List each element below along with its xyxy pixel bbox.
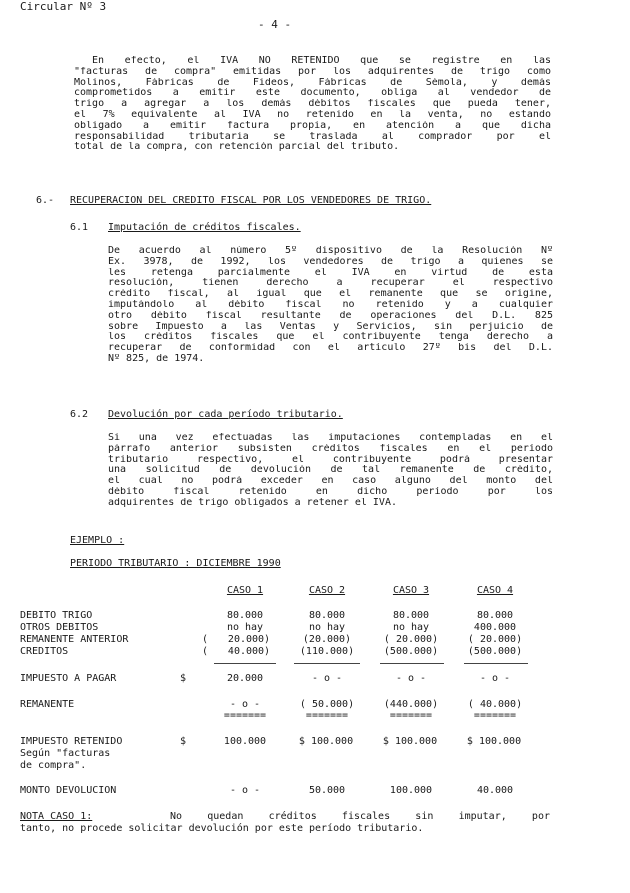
section-6-2-title: Devolución por cada período tributario. — [108, 409, 343, 420]
row-label: IMPUESTO A PAGAR — [20, 673, 117, 684]
cell: 20.000 — [226, 673, 264, 684]
page-number: - 4 - — [258, 18, 292, 31]
cell: 80.000 — [308, 610, 346, 621]
cell: - o - — [395, 673, 427, 684]
s61-line: recuperar de conformidad con el artículo 27º bis del D.L. — [108, 343, 553, 354]
cell: $ 100.000 — [382, 736, 438, 747]
intro-paragraph — [74, 56, 551, 153]
row-mark: ( — [202, 646, 209, 657]
cell: $ 100.000 — [298, 736, 354, 747]
nota-label: NOTA CASO 1: — [20, 811, 93, 822]
s61-line: crédito fiscal, al igual que el remanente que se origine, — [108, 289, 553, 300]
double-underline: ======= — [473, 710, 517, 721]
section-6-1-title: Imputación de créditos fiscales. — [108, 222, 301, 233]
case-2-header: CASO 2 — [308, 585, 346, 596]
s61-line: imputándolo al débito fiscal no retenido y a cualquier — [108, 299, 553, 310]
cell: no hay — [226, 622, 264, 633]
cell: 40.000 — [476, 785, 514, 796]
row-mark: $ — [180, 673, 187, 684]
intro-line: total de la compra, con retención parcial del tributo. — [74, 142, 400, 153]
intro-line: obligado a emitir factura propia, en atención a que dicha — [74, 120, 551, 131]
intro-line: "facturas de compra" emitidas por los adquirentes de trigo como — [74, 66, 551, 77]
s61-line: resolución, tienen derecho a recuperar el respectivo — [108, 278, 553, 289]
cell: 40.000) — [227, 646, 271, 657]
cell: ( 40.000) — [467, 699, 523, 710]
cell: - o - — [479, 673, 511, 684]
cell: 80.000 — [226, 610, 264, 621]
nota-line-1: No quedan créditos fiscales sin imputar, por — [170, 811, 550, 822]
intro-line: responsabilidad tributaria se traslada al comprador por el — [74, 131, 551, 142]
row-mark: ( — [202, 634, 209, 645]
cell: (500.000) — [383, 646, 439, 657]
cell: 80.000 — [392, 610, 430, 621]
row-label: de compra". — [20, 760, 87, 771]
s62-line: una solicitud de devolución de tal remanente de crédito, — [108, 465, 553, 476]
cell: (110.000) — [299, 646, 355, 657]
s62-line: tributario respectivo, el contribuyente podrá presentar — [108, 454, 553, 465]
section-6-1-number: 6.1 — [70, 222, 89, 233]
intro-line: comprometidos a emitir este documento, obliga al vendedor de — [74, 88, 551, 99]
row-label: IMPUESTO RETENIDO — [20, 736, 123, 747]
case-1-header: CASO 1 — [226, 585, 264, 596]
sum-line — [380, 663, 444, 664]
double-underline: ======= — [389, 710, 433, 721]
s61-line: Nº 825, de 1974. — [108, 353, 205, 364]
intro-line: el 7% equivalente al IVA no retenido en la venta, no estando — [74, 109, 551, 120]
cell: - o - — [229, 699, 261, 710]
cell: ( 20.000) — [467, 634, 523, 645]
s61-line: De acuerdo al número 5º dispositivo de la Resolución Nº — [108, 246, 553, 256]
s62-line: el cual no podrá exceder en caso alguno del monto del — [108, 476, 553, 487]
cell: 80.000 — [476, 610, 514, 621]
cell: (500.000) — [467, 646, 523, 657]
s61-line: les retenga parcialmente el IVA en virtud de esta — [108, 267, 553, 278]
cell: - o - — [311, 673, 343, 684]
s61-line: Ex. 3978, de 1992, los vendedores de trigo a quienes se — [108, 256, 553, 267]
cell: 400.000 — [473, 622, 517, 633]
cell: (440.000) — [383, 699, 439, 710]
cell: - o - — [229, 785, 261, 796]
sum-line — [214, 663, 276, 664]
row-label: OTROS DEBITOS — [20, 622, 99, 633]
case-4-header: CASO 4 — [476, 585, 514, 596]
section-6-1-paragraph — [108, 246, 553, 365]
nota-line-2: tanto, no procede solicitar devolución por este período tributario. — [20, 823, 424, 834]
cell: 50.000 — [308, 785, 346, 796]
cell: ( 50.000) — [299, 699, 355, 710]
cell: (20.000) — [302, 634, 352, 645]
double-underline: ======= — [223, 710, 267, 721]
circular-number: Circular Nº 3 — [20, 0, 107, 13]
section-6-title: RECUPERACION DEL CREDITO FISCAL POR LOS VENDEDORES DE TRIGO. — [70, 195, 432, 206]
double-underline: ======= — [305, 710, 349, 721]
cell: ( 20.000) — [383, 634, 439, 645]
s61-line: sobre Impuesto a las Ventas y Servicios, sin perjuicio de — [108, 321, 553, 332]
periodo-heading: PERIODO TRIBUTARIO : DICIEMBRE 1990 — [70, 558, 281, 569]
row-label: MONTO DEVOLUCION — [20, 785, 117, 796]
cell: no hay — [392, 622, 430, 633]
case-3-header: CASO 3 — [392, 585, 430, 596]
row-label: DEBITO TRIGO — [20, 610, 93, 621]
s62-line: adquirentes de trigo obligados a retener el IVA. — [108, 497, 397, 508]
cell: no hay — [308, 622, 346, 633]
row-label: CREDITOS — [20, 646, 69, 657]
s62-line: Si una vez efectuadas las imputaciones contempladas en el — [108, 433, 553, 443]
ejemplo-heading: EJEMPLO : — [70, 535, 125, 546]
intro-line: En efecto, el IVA NO RETENIDO que se registre en las — [92, 56, 551, 66]
s62-line: débito fiscal retenido en dicho período por los — [108, 486, 553, 497]
sum-line — [464, 663, 528, 664]
sum-line — [294, 663, 360, 664]
row-label: REMANENTE — [20, 699, 75, 710]
section-6-2-paragraph — [108, 433, 553, 509]
intro-line: Molinos, Fábricas de Fideos, Fábricas de Sémola, y demás — [74, 77, 551, 88]
row-label: REMANENTE ANTERIOR — [20, 634, 129, 645]
cell: 20.000) — [227, 634, 271, 645]
cell: $ 100.000 — [466, 736, 522, 747]
s62-line: párrafo anterior subsisten créditos fiscales en el período — [108, 443, 553, 454]
section-6-2-number: 6.2 — [70, 409, 89, 420]
section-6-number: 6.- — [36, 195, 55, 206]
row-mark: $ — [180, 736, 187, 747]
intro-line: trigo a agregar a los demás débitos fiscales que pueda tener, — [74, 99, 551, 110]
cell: 100.000 — [389, 785, 433, 796]
cell: 100.000 — [223, 736, 267, 747]
s61-line: otro débito fiscal resultante de operaciones del D.L. 825 — [108, 310, 553, 321]
s61-line: los créditos fiscales que el contribuyente tenga derecho a — [108, 332, 553, 343]
row-label: Según "facturas — [20, 748, 111, 759]
